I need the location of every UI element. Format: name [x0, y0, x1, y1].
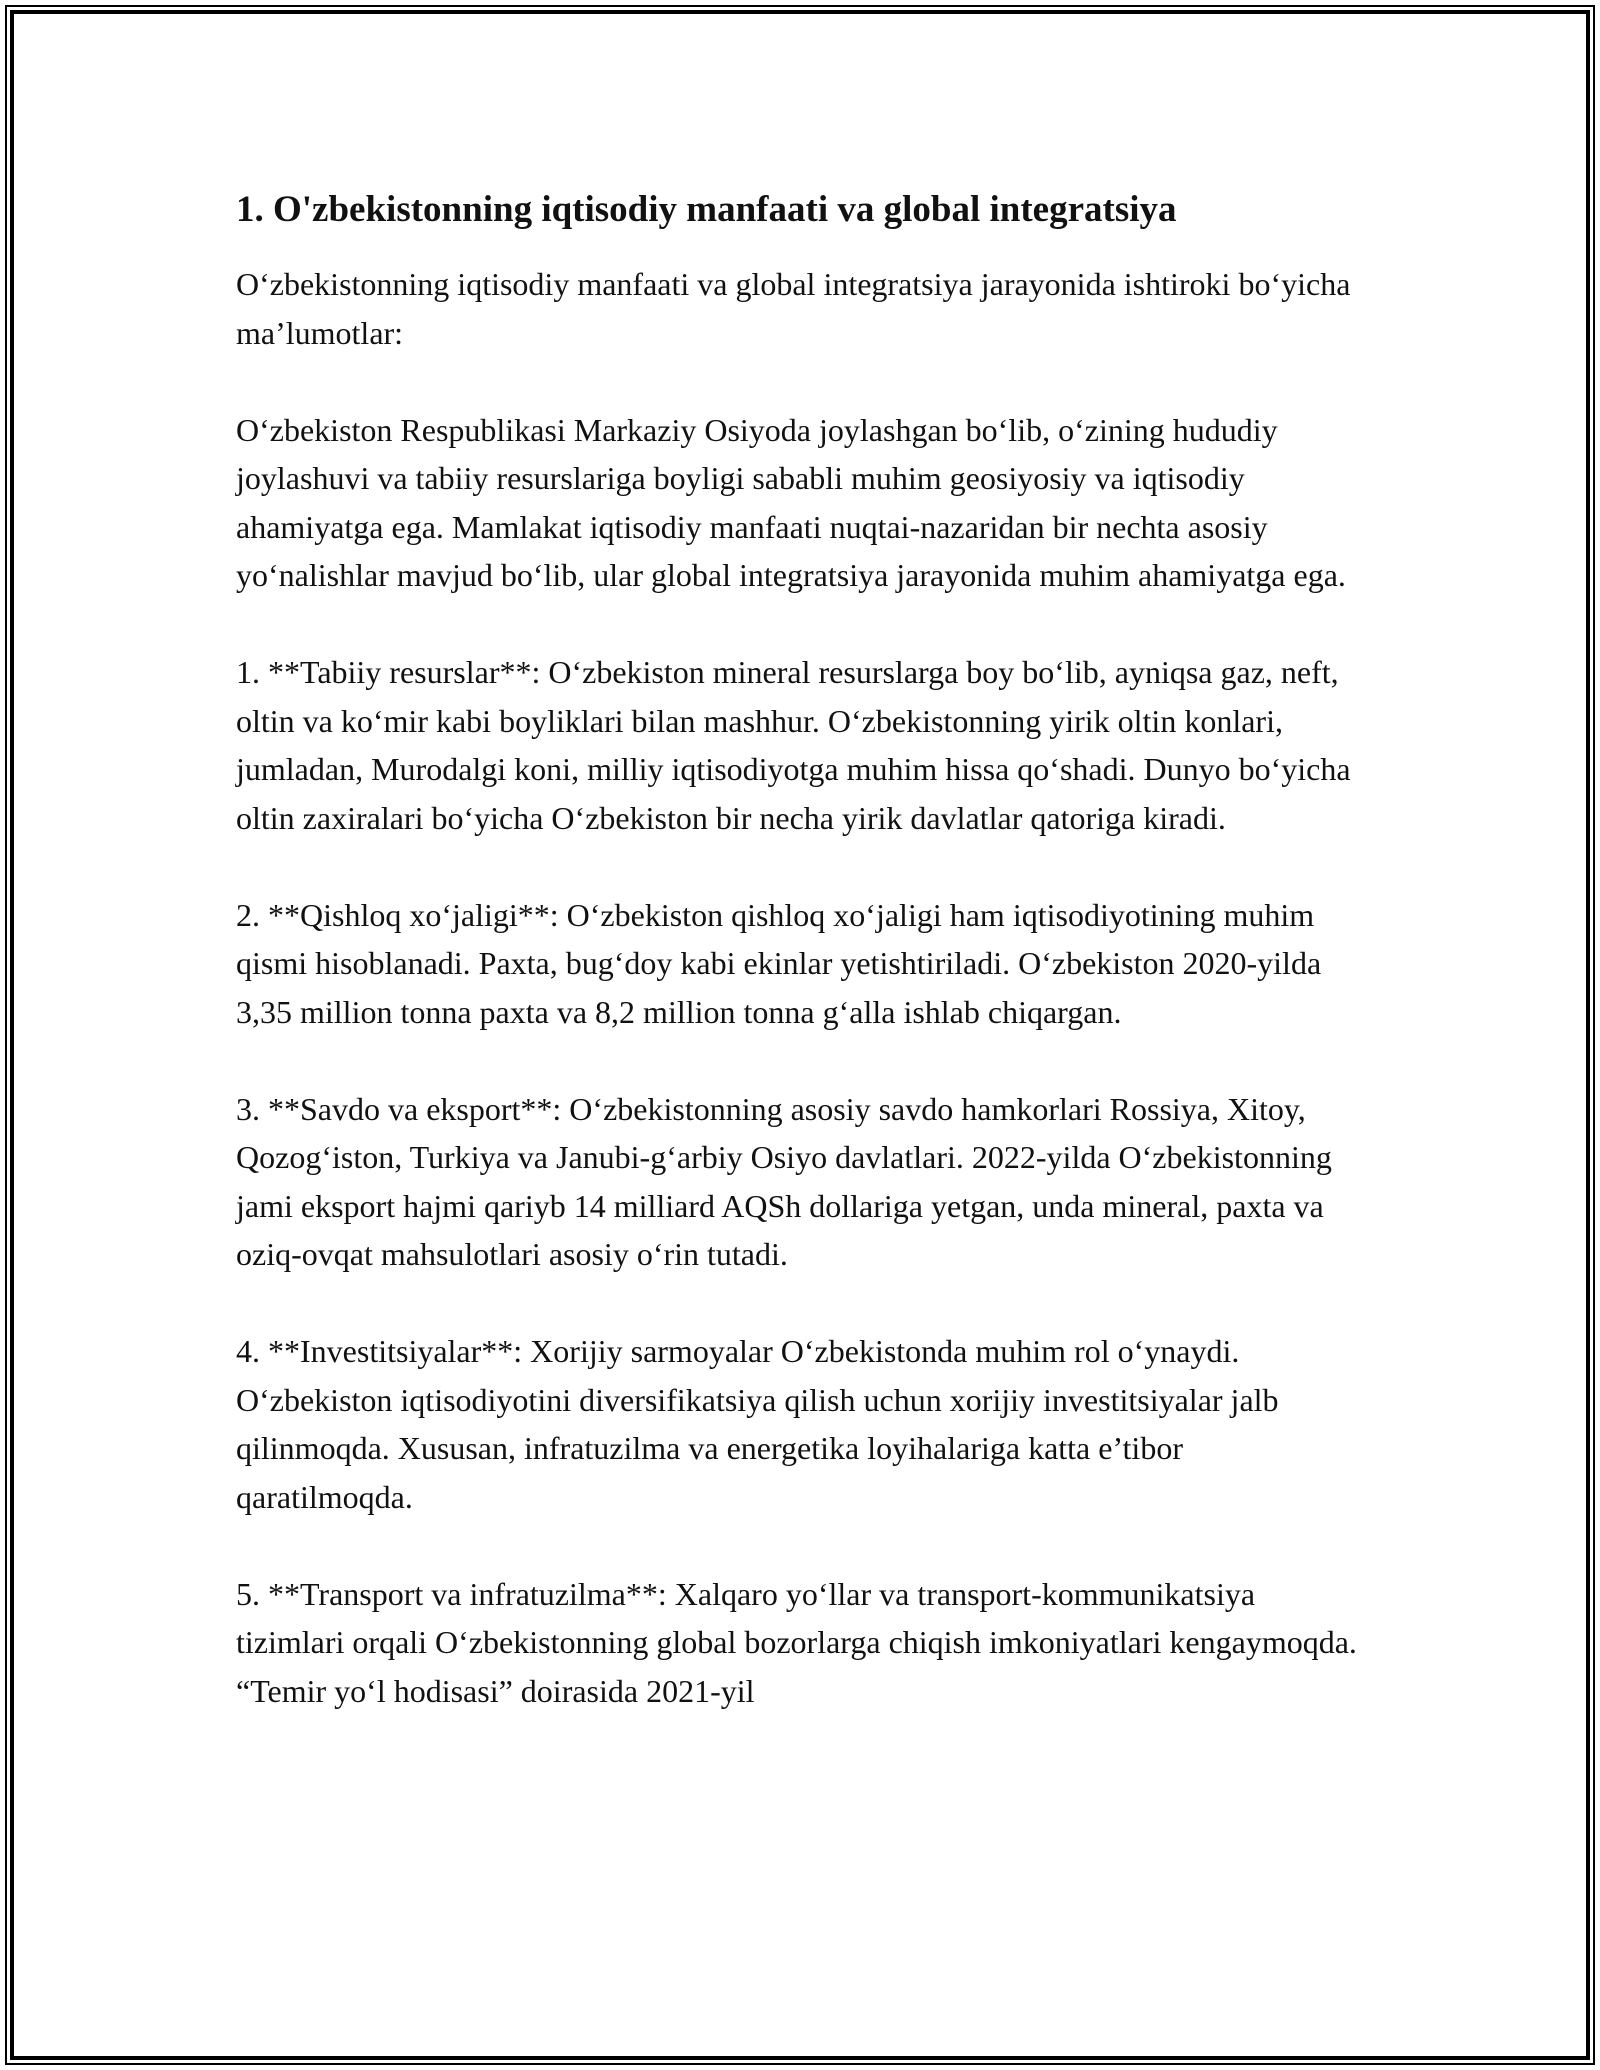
investments-paragraph: 4. **Investitsiyalar**: Xorijiy sarmoyalar O‘zbekistonda muhim rol o‘ynaydi. O‘zbekiston iqtisodiyotini diversifikatsiya qilish uchun xorijiy investitsiyalar jalb qilinmoqda. Xususan, infratuzilma va energetika loyihalariga katta e’tibor qaratilmoqda.: [236, 1333, 1279, 1515]
document-heading: 1. O'zbekistonning iqtisodiy manfaati va global integratsiya: [236, 189, 1177, 230]
natural-resources-paragraph: 1. **Tabiiy resurslar**: O‘zbekiston mineral resurslarga boy bo‘lib, ayniqsa gaz, neft, oltin va ko‘mir kabi boyliklari bilan mashhur. O‘zbekistonning yirik oltin konlari, jumladan, Murodalgi koni, milliy iqtisodiyotga muhim hissa qo‘shadi. Dunyo bo‘yicha oltin zaxiralari bo‘yicha O‘zbekiston bir necha yirik davlatlar qatoriga kiradi.: [236, 654, 1351, 836]
overview-paragraph: O‘zbekiston Respublikasi Markaziy Osiyoda joylashgan bo‘lib, o‘zining hududiy joylashuvi va tabiiy resurslariga boyligi sababli muhim geosiyosiy va iqtisodiy ahamiyatga ega. Mamlakat iqtisodiy manfaati nuqtai-nazaridan bir nechta asosiy yo‘nalishlar mavjud bo‘lib, ular global integratsiya jarayonida muhim ahamiyatga ega.: [236, 411, 1346, 593]
trade-export-paragraph: 3. **Savdo va eksport**: O‘zbekistonning asosiy savdo hamkorlari Rossiya, Xitoy, Qozog‘iston, Turkiya va Janubi-g‘arbiy Osiyo davlatlari. 2022-yilda O‘zbekistonning jami eksport hajmi qariyb 14 milliard AQSh dollariga yetgan, unda mineral, paxta va oziq-ovqat mahsulotlari asosiy o‘rin tutadi.: [236, 1090, 1332, 1272]
document-body: [236, 186, 1366, 1764]
agriculture-paragraph: 2. **Qishloq xo‘jaligi**: O‘zbekiston qishloq xo‘jaligi ham iqtisodiyotining muhim qismi hisoblanadi. Paxta, bug‘doy kabi ekinlar yetishtiriladi. O‘zbekiston 2020-yilda 3,35 million tonna paxta va 8,2 million tonna g‘alla ishlab chiqargan.: [236, 896, 1322, 1030]
transport-infrastructure-paragraph: 5. **Transport va infratuzilma**: Xalqaro yo‘llar va transport-kommunikatsiya tizimlari orqali O‘zbekistonning global bozorlarga chiqish imkoniyatlari kengaymoqda. “Temir yo‘l hodisasi” doirasida 2021-yil: [236, 1575, 1357, 1709]
intro-paragraph: O‘zbekistonning iqtisodiy manfaati va global integratsiya jarayonida ishtiroki bo‘yicha ma’lumotlar:: [236, 266, 1351, 351]
